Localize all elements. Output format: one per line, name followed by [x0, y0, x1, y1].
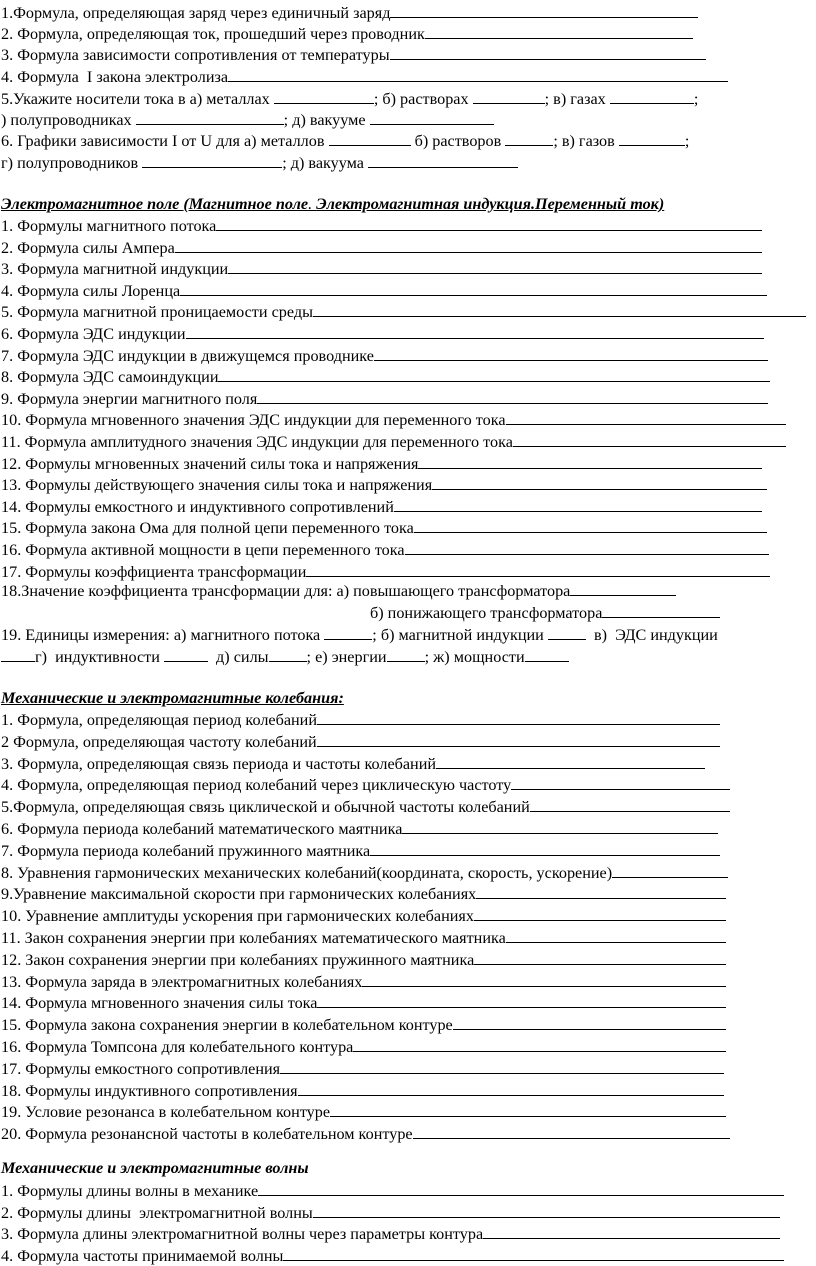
question-text: 9. Формула энергии магнитного поля — [1, 389, 258, 408]
question-text: 20. Формула резонансной частоты в колебательном контуре — [1, 1125, 413, 1144]
question-line — [1, 323, 764, 344]
answer-blank[interactable] — [269, 646, 307, 662]
question-line — [1, 409, 786, 430]
question-line — [1, 1058, 724, 1079]
question-text: 13. Формулы действующего значения силы тока и напряжения — [1, 476, 433, 495]
answer-blank[interactable] — [370, 109, 494, 125]
answer-blank[interactable] — [258, 1180, 784, 1196]
question-line — [1, 796, 730, 817]
answer-blank[interactable] — [329, 130, 411, 146]
question-text: 3. Формула, определяющая связь периода и частоты колебаний — [1, 754, 437, 773]
question-text: 5. Формула магнитной проницаемости среды — [1, 303, 313, 322]
question-line — [1, 1202, 780, 1223]
question-text: 8. Уравнения гармонических механических колебаний(координата, скорость, ускорение) — [1, 863, 613, 882]
answer-blank[interactable] — [1, 646, 35, 662]
answer-blank[interactable] — [353, 1036, 726, 1052]
answer-blank[interactable] — [216, 215, 762, 231]
answer-blank[interactable] — [548, 624, 586, 640]
section-heading — [1, 194, 664, 214]
answer-blank[interactable] — [474, 905, 726, 921]
question-text: ; ж) мощности — [424, 648, 525, 666]
question-text: 1. Формулы магнитного потока — [1, 217, 217, 235]
question-line — [1, 774, 730, 795]
answer-blank[interactable] — [602, 602, 720, 618]
question-text: 3. Формула зависимости сопротивления от температуры — [1, 46, 390, 64]
answer-blank[interactable] — [432, 474, 767, 490]
question-line — [1, 927, 726, 948]
answer-blank[interactable] — [511, 774, 730, 790]
question-text: 4. Формула I закона электролиза — [1, 68, 229, 86]
answer-blank[interactable] — [476, 883, 726, 899]
answer-blank[interactable] — [418, 453, 762, 469]
question-line — [1, 258, 762, 279]
question-text: 10. Уравнение амплитуды ускорения при гармонических колебаниях — [1, 907, 474, 926]
question-line — [1, 1245, 784, 1266]
question-text: ; в) газах — [544, 90, 606, 108]
question-text: 12. Закон сохранения энергии при колебаниях пружинного маятника — [1, 950, 475, 969]
answer-blank[interactable] — [317, 992, 726, 1008]
answer-blank[interactable] — [473, 88, 545, 104]
question-line — [1, 301, 806, 322]
answer-blank[interactable] — [370, 840, 720, 856]
question-text: 1.Формула, определяющая заряд через единичный заряд — [1, 4, 391, 22]
question-line — [1, 1036, 726, 1057]
question-text: 5.Формула, определяющая связь циклической и обычной частоты колебаний — [1, 798, 530, 817]
answer-blank[interactable] — [619, 130, 685, 146]
question-line — [1, 561, 770, 582]
question-line — [1, 496, 762, 517]
question-line — [1, 840, 720, 861]
answer-blank[interactable] — [306, 561, 770, 577]
answer-blank[interactable] — [505, 130, 553, 146]
answer-blank[interactable] — [175, 237, 762, 253]
answer-blank[interactable] — [483, 1223, 780, 1239]
question-text: 18.Значение коэффициента трансформации для: а) повышающего трансформатора — [1, 582, 571, 600]
question-text: г) индуктивности — [35, 648, 160, 666]
graphs-line — [1, 152, 518, 173]
question-text: г) полупроводников — [1, 154, 139, 172]
question-text: 9.Уравнение максимальной скорости при гармонических колебаниях — [1, 885, 477, 904]
question-text: 12. Формулы мгновенных значений силы тока и напряжения — [1, 454, 419, 473]
question-line — [1, 971, 726, 992]
answer-blank[interactable] — [298, 1080, 724, 1096]
question-text: 1. Формула, определяющая период колебаний — [1, 711, 318, 729]
question-text: 2. Формула, определяющая ток, прошедший через проводник — [1, 25, 425, 43]
question-text: б) растворов — [414, 132, 502, 150]
question-text: ; б) магнитной индукции — [372, 626, 544, 644]
question-text: 6. Формула ЭДС индукции — [1, 325, 186, 343]
question-line — [1, 992, 726, 1013]
answer-blank[interactable] — [394, 496, 762, 512]
question-line — [1, 474, 767, 495]
question-text: 4. Формула силы Лоренца — [1, 281, 181, 300]
question-line — [1, 431, 786, 452]
question-line — [1, 949, 726, 970]
question-line — [1, 237, 762, 258]
question-text: 2 Формула, определяющая частоту колебаний — [1, 732, 317, 751]
question-text: 7. Формула ЭДС индукции в движущемся проводнике — [1, 346, 374, 365]
answer-blank[interactable] — [414, 517, 767, 533]
answer-blank[interactable] — [390, 2, 698, 18]
answer-blank[interactable] — [317, 709, 720, 725]
answer-blank[interactable] — [474, 949, 726, 965]
question-line — [1, 453, 762, 474]
question-text: 11. Формула амплитудного значения ЭДС индукции для переменного тока — [1, 433, 513, 451]
question-line — [370, 602, 720, 623]
answer-blank[interactable] — [362, 971, 726, 987]
question-text: 2. Формула силы Ампера — [1, 238, 175, 257]
question-text: 5.Укажите носители тока в а) металлах — [1, 90, 270, 108]
question-line — [1, 1101, 726, 1122]
answer-blank[interactable] — [453, 1014, 726, 1030]
question-line — [1, 905, 726, 926]
section-heading: Механические и электромагнитные колебания: — [1, 689, 344, 707]
answer-blank[interactable] — [313, 301, 806, 317]
question-text: 19. Единицы измерения: а) магнитного потока — [1, 626, 321, 644]
answer-blank[interactable] — [218, 366, 770, 382]
question-text: 4. Формула частоты принимаемой волны — [1, 1246, 284, 1265]
heading-part: Электромагнитная индукция.Переменный ток) — [316, 195, 665, 213]
units-line — [1, 624, 718, 645]
question-text: б) понижающего трансформатора — [370, 604, 603, 622]
answer-blank[interactable] — [610, 88, 694, 104]
carriers-line — [1, 109, 494, 130]
answer-blank[interactable] — [142, 152, 282, 168]
question-line — [1, 66, 728, 87]
answer-blank[interactable] — [402, 818, 718, 834]
question-text: 6. Формула периода колебаний математического маятника — [1, 820, 403, 838]
question-line — [1, 539, 769, 560]
answer-blank[interactable] — [513, 431, 786, 447]
question-text: 8. Формула ЭДС самоиндукции — [1, 368, 219, 387]
question-text: 13. Формула заряда в электромагнитных колебаниях — [1, 972, 363, 991]
question-line — [1, 388, 768, 409]
answer-blank[interactable] — [390, 44, 706, 60]
answer-blank[interactable] — [506, 409, 786, 425]
question-text: 19. Условие резонанса в колебательном контуре — [1, 1103, 331, 1122]
question-text: 4. Формула, определяющая период колебаний через циклическую частоту — [1, 776, 512, 795]
answer-blank[interactable] — [436, 753, 705, 769]
heading-part: Электромагнитное поле (Магнитное поле — [1, 195, 309, 213]
question-line — [1, 1123, 730, 1144]
question-line — [1, 753, 705, 774]
question-text: 16. Формула Томпсона для колебательного контура — [1, 1038, 354, 1056]
answer-blank[interactable] — [228, 66, 728, 82]
answer-blank[interactable] — [525, 646, 569, 662]
question-text: ; б) растворах — [373, 90, 469, 108]
question-text: 3. Формула магнитной индукции — [1, 260, 229, 279]
question-text: ; в) газов — [553, 132, 615, 150]
answer-blank[interactable] — [164, 646, 208, 662]
question-text: 6. Графики зависимости I от U для а) металлов — [1, 132, 325, 150]
answer-blank[interactable] — [425, 23, 693, 39]
answer-blank[interactable] — [180, 280, 767, 296]
question-text: 7. Формула периода колебаний пружинного маятника — [1, 841, 371, 860]
question-text: ; — [684, 132, 690, 150]
answer-blank[interactable] — [405, 539, 769, 555]
answer-blank[interactable] — [136, 109, 284, 125]
question-line — [1, 280, 767, 301]
question-line — [1, 818, 718, 839]
question-text: 17. Формулы емкостного сопротивления — [1, 1059, 281, 1078]
question-text: 14. Формула мгновенного значения силы тока — [1, 994, 318, 1013]
answer-blank[interactable] — [324, 624, 372, 640]
question-text: 14. Формулы емкостного и индуктивного сопротивлений — [1, 497, 394, 516]
question-text: 17. Формулы коэффициента трансформации — [1, 562, 307, 581]
question-text: 10. Формула мгновенного значения ЭДС индукции для переменного тока — [1, 411, 506, 430]
graphs-line — [1, 130, 689, 151]
question-line — [1, 709, 720, 730]
answer-blank[interactable] — [413, 1123, 730, 1139]
answer-blank[interactable] — [274, 88, 374, 104]
question-text: ; — [693, 90, 699, 108]
question-text: 1. Формулы длины волны в механике — [1, 1182, 259, 1200]
answer-blank[interactable] — [257, 388, 768, 404]
answer-blank[interactable] — [387, 646, 425, 662]
question-text: 15. Формула закона Ома для полной цепи переменного тока — [1, 519, 414, 538]
question-text: ) полупроводниках — [1, 111, 132, 129]
question-line — [1, 862, 728, 883]
question-text: 11. Закон сохранения энергии при колебаниях математического маятника — [1, 929, 506, 947]
question-text: д) силы — [216, 648, 269, 666]
answer-blank[interactable] — [374, 345, 768, 361]
answer-blank[interactable] — [612, 862, 728, 878]
question-text: 16. Формула активной мощности в цепи переменного тока — [1, 541, 405, 559]
question-line — [1, 731, 720, 752]
question-line — [1, 23, 693, 44]
heading-part: . — [308, 195, 317, 213]
question-text: ; е) энергии — [306, 648, 387, 666]
question-line — [1, 580, 676, 601]
question-line — [1, 44, 706, 65]
question-line — [1, 1080, 724, 1101]
answer-blank[interactable] — [530, 796, 730, 812]
question-text: 15. Формула закона сохранения энергии в колебательном контуре — [1, 1016, 453, 1035]
question-text: 18. Формулы индуктивного сопротивления — [1, 1081, 298, 1100]
question-line — [1, 883, 726, 904]
carriers-line — [1, 88, 698, 109]
question-line — [1, 1223, 780, 1244]
answer-blank[interactable] — [317, 731, 720, 747]
answer-blank[interactable] — [228, 258, 762, 274]
units-line — [1, 646, 569, 667]
answer-blank[interactable] — [330, 1101, 726, 1117]
question-text: 2. Формулы длины электромагнитной волны — [1, 1203, 313, 1222]
answer-blank[interactable] — [368, 152, 518, 168]
question-line — [1, 345, 768, 366]
answer-blank[interactable] — [570, 580, 676, 596]
section-heading: Механические и электромагнитные волны — [1, 1159, 309, 1177]
answer-blank[interactable] — [186, 323, 764, 339]
question-line — [1, 366, 770, 387]
question-line — [1, 2, 698, 23]
answer-blank[interactable] — [283, 1245, 784, 1261]
question-line — [1, 517, 767, 538]
question-line — [1, 1180, 784, 1201]
question-line — [1, 215, 762, 236]
question-line — [1, 1014, 726, 1035]
question-text: ; д) вакуума — [282, 154, 364, 172]
answer-blank[interactable] — [506, 927, 726, 943]
question-text: в) ЭДС индукции — [594, 626, 718, 644]
answer-blank[interactable] — [280, 1058, 724, 1074]
answer-blank[interactable] — [313, 1202, 780, 1218]
question-text: ; д) вакууме — [283, 111, 366, 129]
question-text: 3. Формула длины электромагнитной волны через параметры контура — [1, 1225, 484, 1243]
